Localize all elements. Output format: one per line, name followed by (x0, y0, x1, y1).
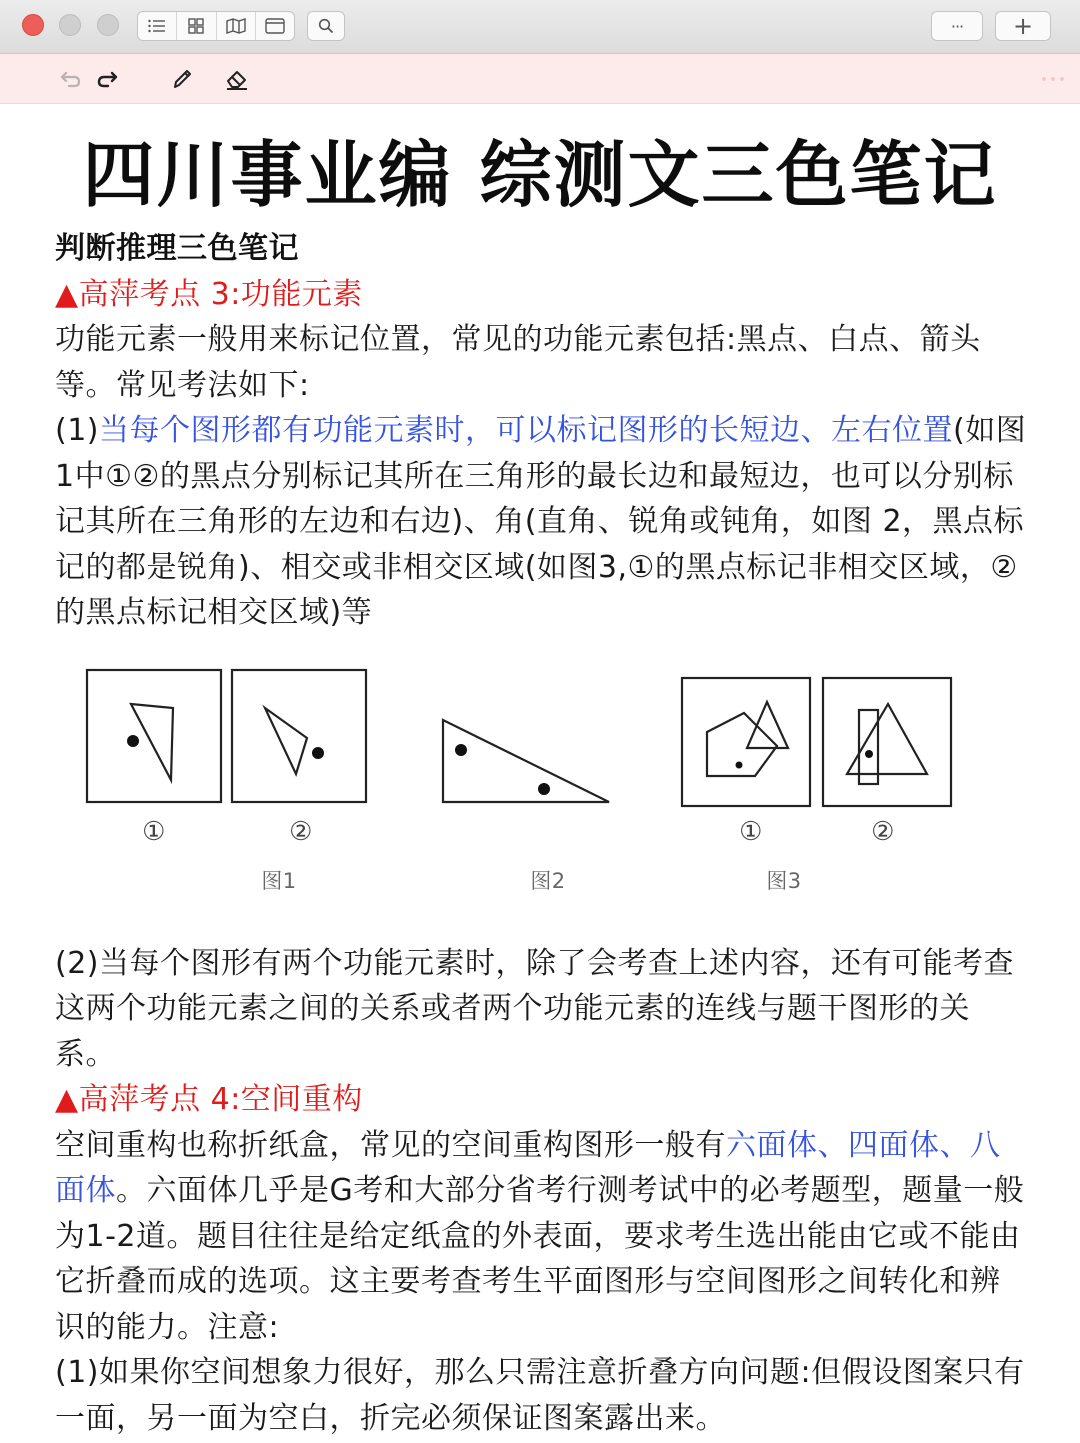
sidebar-view-icon[interactable] (256, 12, 294, 40)
fig1-label-1: ① (142, 816, 166, 847)
fig2-dot-1 (455, 744, 467, 756)
point4-item1: (1)如果你空间想象力很好，那么只需注意折叠方向问题:但假设图案只有一面，另一面为空白，折完必须保证图案露出来。 (55, 1355, 1025, 1436)
fig1-label-2: ② (289, 816, 313, 847)
maximize-window-button[interactable] (97, 14, 119, 36)
fig3-box-1 (682, 678, 810, 806)
redo-icon[interactable] (92, 64, 122, 94)
fig1-box-1 (87, 670, 221, 802)
point3-intro: 功能元素一般用来标记位置，常见的功能元素包括:黑点、白点、箭头等。常见考法如下: (55, 322, 981, 403)
fig3-label-2: ② (871, 816, 895, 847)
edit-toolbar (0, 54, 1080, 104)
fig3-caption: 图3 (766, 868, 802, 893)
point4-highlight: 六面体、四面体、八面体 (55, 1127, 1001, 1208)
fig1-caption: 图1 (261, 868, 297, 893)
point4-text-a: 空间重构也称折纸盒，常见的空间重构图形一般有 (55, 1127, 726, 1163)
fig3-triangle-1 (747, 702, 788, 748)
fig3-box-2 (823, 678, 951, 806)
close-window-button[interactable] (22, 14, 44, 36)
point3-item1-prefix: (1) (55, 413, 99, 448)
eraser-icon[interactable] (222, 64, 252, 94)
grid-view-icon[interactable] (177, 12, 216, 40)
point3-item1 (55, 408, 1030, 636)
figures-illustration (55, 636, 1030, 941)
more-icon: ··· (950, 16, 964, 36)
fig2-dot-2 (538, 783, 550, 795)
add-button[interactable] (995, 11, 1051, 41)
more-button[interactable] (931, 11, 983, 41)
fig3-dot-2 (865, 750, 873, 758)
map-view-icon[interactable] (217, 12, 256, 40)
search-button[interactable] (307, 11, 345, 41)
section-title: 判断推理三色笔记 (55, 231, 299, 266)
search-icon (318, 18, 334, 34)
point4-heading: ▲高萍考点 4:空间重构 (55, 1082, 363, 1117)
fig1-dot-2 (312, 747, 324, 759)
point3-item1-highlight: 当每个图形都有功能元素时，可以标记图形的长短边、左右位置 (99, 413, 953, 448)
figures-svg (75, 652, 975, 902)
point4-text-b: 。六面体几乎是G考和大部分省考行测考试中的必考题型，题量一般为1-2道。题目往往是给定纸盒的外表面，要求考生选出能由它或不能由它折叠而成的选项。这主要考查考生平面图形与空间图形之间转化和辨识的能力。注意: (55, 1173, 1025, 1345)
view-mode-segmented-control (137, 11, 295, 41)
minimize-window-button[interactable] (59, 14, 81, 36)
list-view-icon[interactable] (138, 12, 177, 40)
fig2-right-triangle (443, 720, 609, 802)
note-content (55, 226, 1030, 1441)
pencil-icon[interactable] (167, 64, 197, 94)
fig3-dot-1 (736, 761, 743, 768)
point3-item1-rest: (如图1中①②的黑点分别标记其所在三角形的最长边和最短边，也可以分别标记其所在三角形的左边和右边)、角(直角、锐角或钝角，如图 2，黑点标记的都是锐角)、相交或非相交区域(如图3,①的黑点标记非相交区域，②的黑点标记相交区域)等 (55, 413, 1027, 630)
page-title: 四川事业编 综测文三色笔记 (82, 133, 998, 217)
fig1-triangle-2 (265, 708, 307, 774)
fig1-box-2 (232, 670, 366, 802)
undo-icon[interactable] (56, 64, 86, 94)
fig2-caption: 图2 (530, 868, 566, 893)
plus-icon: + (1012, 12, 1034, 40)
point3-item2: (2)当每个图形有两个功能元素时，除了会考查上述内容，还有可能考查这两个功能元素之间的关系或者两个功能元素的连线与题干图形的关系。 (55, 945, 1014, 1072)
page-indicator-dots (1042, 77, 1064, 81)
point3-heading: ▲高萍考点 3:功能元素 (55, 276, 363, 312)
fig1-dot-1 (127, 735, 139, 747)
point4-text (55, 1123, 1030, 1351)
window-titlebar (0, 0, 1080, 54)
fig3-label-1: ① (739, 816, 763, 847)
